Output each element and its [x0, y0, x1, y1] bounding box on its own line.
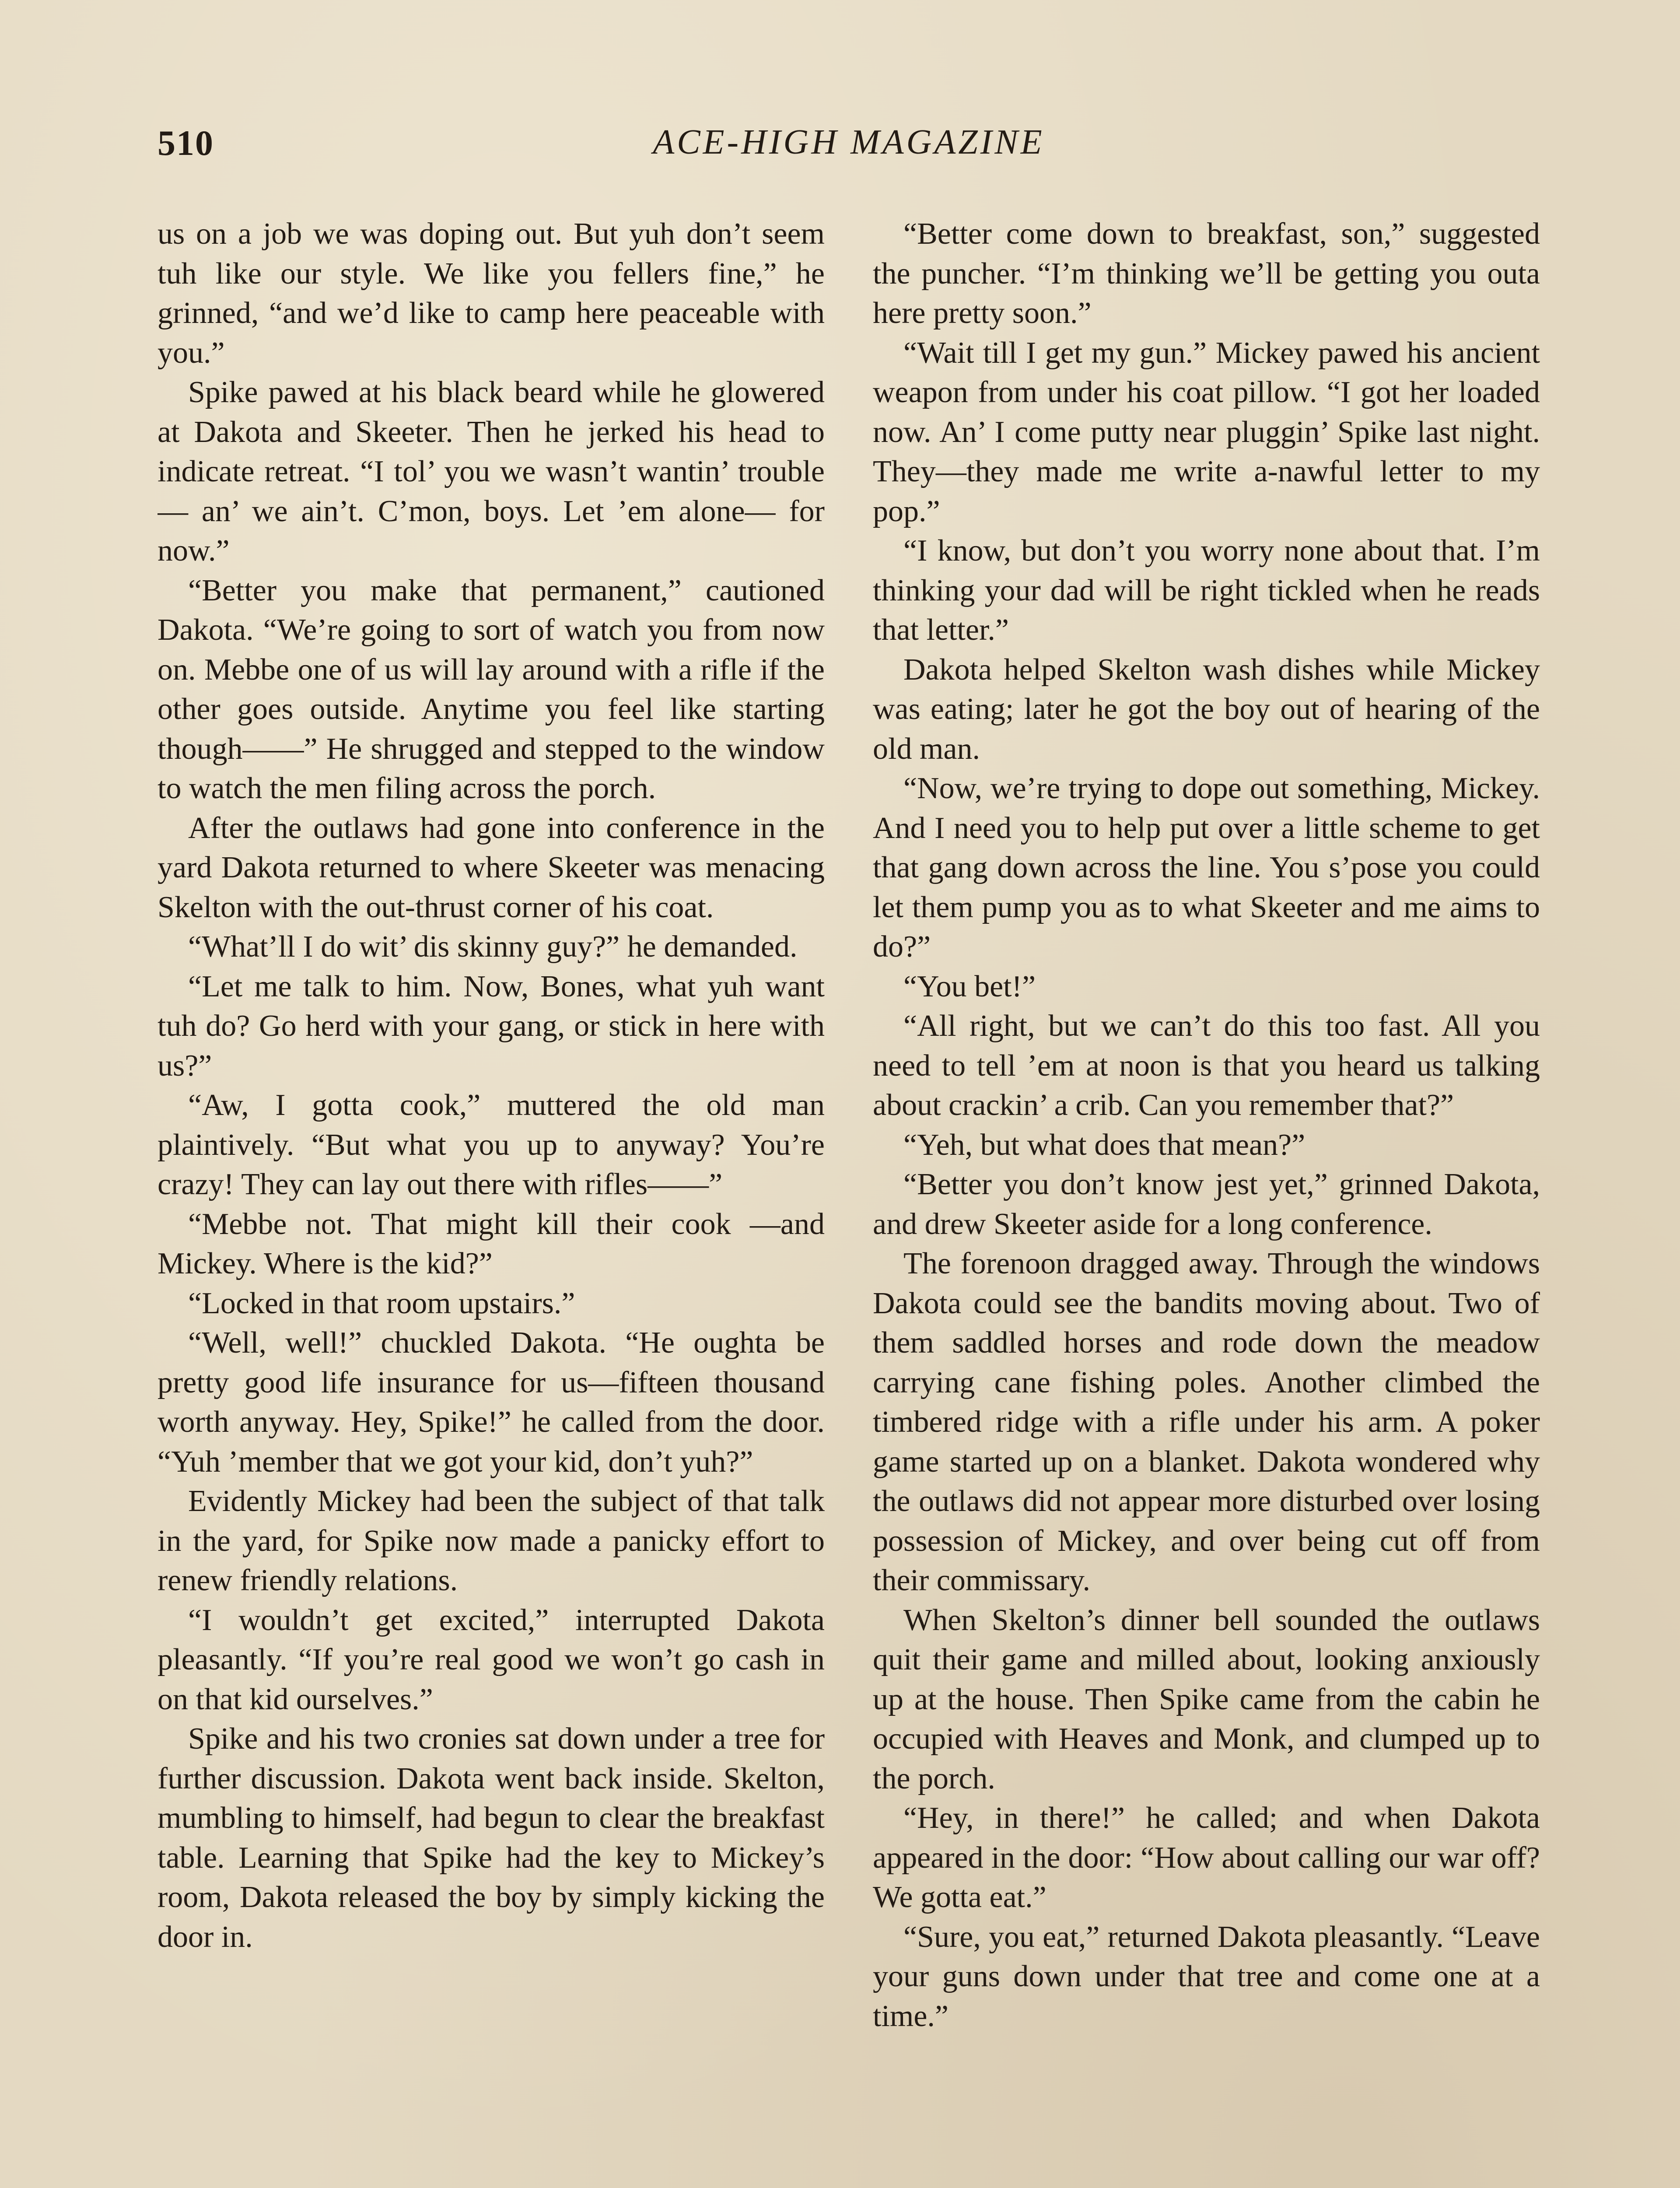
paragraph: “Better you make that permanent,” cautioned Dakota. “We’re going to sort of watch you from now on. Mebbe one of us will lay around with a rifle if the other goes outside. Anytime you feel like starting though——” He shrugged and stepped to the window to watch the men filing across the porch.	[158, 573, 825, 805]
paragraph: “Yeh, but what does that mean?”	[903, 1128, 1306, 1162]
paragraph: Evidently Mickey had been the subject of that talk in the yard, for Spike now made a panicky effort to renew friendly relations.	[158, 1484, 825, 1597]
paragraph: “Let me talk to him. Now, Bones, what yuh want tuh do? Go herd with your gang, or stick in here with us?”	[158, 969, 825, 1083]
paragraph: Dakota helped Skelton wash dishes while Mickey was eating; later he got the boy out of hearing of the old man.	[873, 652, 1540, 766]
right-column	[873, 214, 1540, 2188]
paragraph: “I wouldn’t get excited,” interrupted Dakota pleasantly. “If you’re real good we won’t go cash in on that kid ourselves.”	[158, 1603, 825, 1716]
paragraph: After the outlaws had gone into conference in the yard Dakota returned to where Skeeter was menacing Skelton with the out-thrust corner of his coat.	[158, 811, 825, 924]
paragraph: When Skelton’s dinner bell sounded the outlaws quit their game and milled about, looking anxiously up at the house. Then Spike came from the cabin he occupied with Heaves and Monk, and clumped up to the porch.	[873, 1603, 1540, 1795]
running-title: ACE-HIGH MAGAZINE	[653, 123, 1045, 161]
left-column	[158, 214, 825, 2188]
paragraph: “I know, but don’t you worry none about that. I’m thinking your dad will be right tickled when he reads that letter.”	[873, 534, 1540, 647]
paragraph: “Hey, in there!” he called; and when Dakota appeared in the door: “How about calling our war off? We gotta eat.”	[873, 1801, 1540, 1914]
paragraph: Spike pawed at his black beard while he glowered at Dakota and Skeeter. Then he jerked his head to indicate retreat. “I tol’ you we wasn’t wantin’ trouble — an’ we ain’t. C’mon, boys. Let ’em alone— for now.”	[158, 375, 825, 568]
text-columns	[158, 214, 1540, 2188]
paragraph: “What’ll I do wit’ dis skinny guy?” he demanded.	[188, 930, 798, 964]
paragraph: “All right, but we can’t do this too fast. All you need to tell ’em at noon is that you heard us talking about crackin’ a crib. Can you remember that?”	[873, 1009, 1540, 1122]
paragraph: “Aw, I gotta cook,” muttered the old man plaintively. “But what you up to anyway? You’re crazy! They can lay out there with rifles——”	[158, 1088, 825, 1201]
paragraph: “Better you don’t know jest yet,” grinned Dakota, and drew Skeeter aside for a long conference.	[873, 1168, 1540, 1241]
paragraph: “Mebbe not. That might kill their cook —and Mickey. Where is the kid?”	[158, 1207, 825, 1280]
paragraph: Spike and his two cronies sat down under a tree for further discussion. Dakota went back inside. Skelton, mumbling to himself, had begun to clear the breakfast table. Learning that Spike had the key to Mickey’s room, Dakota released the boy by simply kicking the door in.	[158, 1722, 825, 1954]
page-header	[158, 123, 1540, 184]
paragraph: “Sure, you eat,” returned Dakota pleasantly. “Leave your guns down under that tree and come one at a time.”	[873, 1920, 1540, 2033]
paragraph: “Well, well!” chuckled Dakota. “He oughta be pretty good life insurance for us—fifteen thousand worth anyway. Hey, Spike!” he called from the door. “Yuh ’member that we got your kid, don’t yuh?”	[158, 1326, 825, 1479]
paragraph: “Better come down to breakfast, son,” suggested the puncher. “I’m thinking we’ll be getting you outa here pretty soon.”	[873, 217, 1540, 330]
paragraph: us on a job we was doping out. But yuh don’t seem tuh like our style. We like you fellers fine,” he grinned, “and we’d like to camp here peaceable with you.”	[158, 217, 825, 370]
paragraph: The forenoon dragged away. Through the windows Dakota could see the bandits moving about. Two of them saddled horses and rode down the meadow carrying cane fishing poles. Another climbed the timbered ridge with a rifle under his arm. A poker game started up on a blanket. Dakota wondered why the outlaws did not appear more disturbed over losing possession of Mickey, and over being cut off from their commissary.	[873, 1247, 1540, 1597]
paragraph: “Locked in that room upstairs.”	[188, 1286, 575, 1320]
paragraph: “Wait till I get my gun.” Mickey pawed his ancient weapon from under his coat pillow. “I got her loaded now. An’ I come putty near pluggin’ Spike last night. They—they made me write a-nawful letter to my pop.”	[873, 336, 1540, 528]
paragraph: “You bet!”	[903, 969, 1036, 1003]
page-number: 510	[158, 123, 214, 163]
paragraph: “Now, we’re trying to dope out something, Mickey. And I need you to help put over a little scheme to get that gang down across the line. You s’pose you could let them pump you as to what Skeeter and me aims to do?”	[873, 771, 1540, 964]
